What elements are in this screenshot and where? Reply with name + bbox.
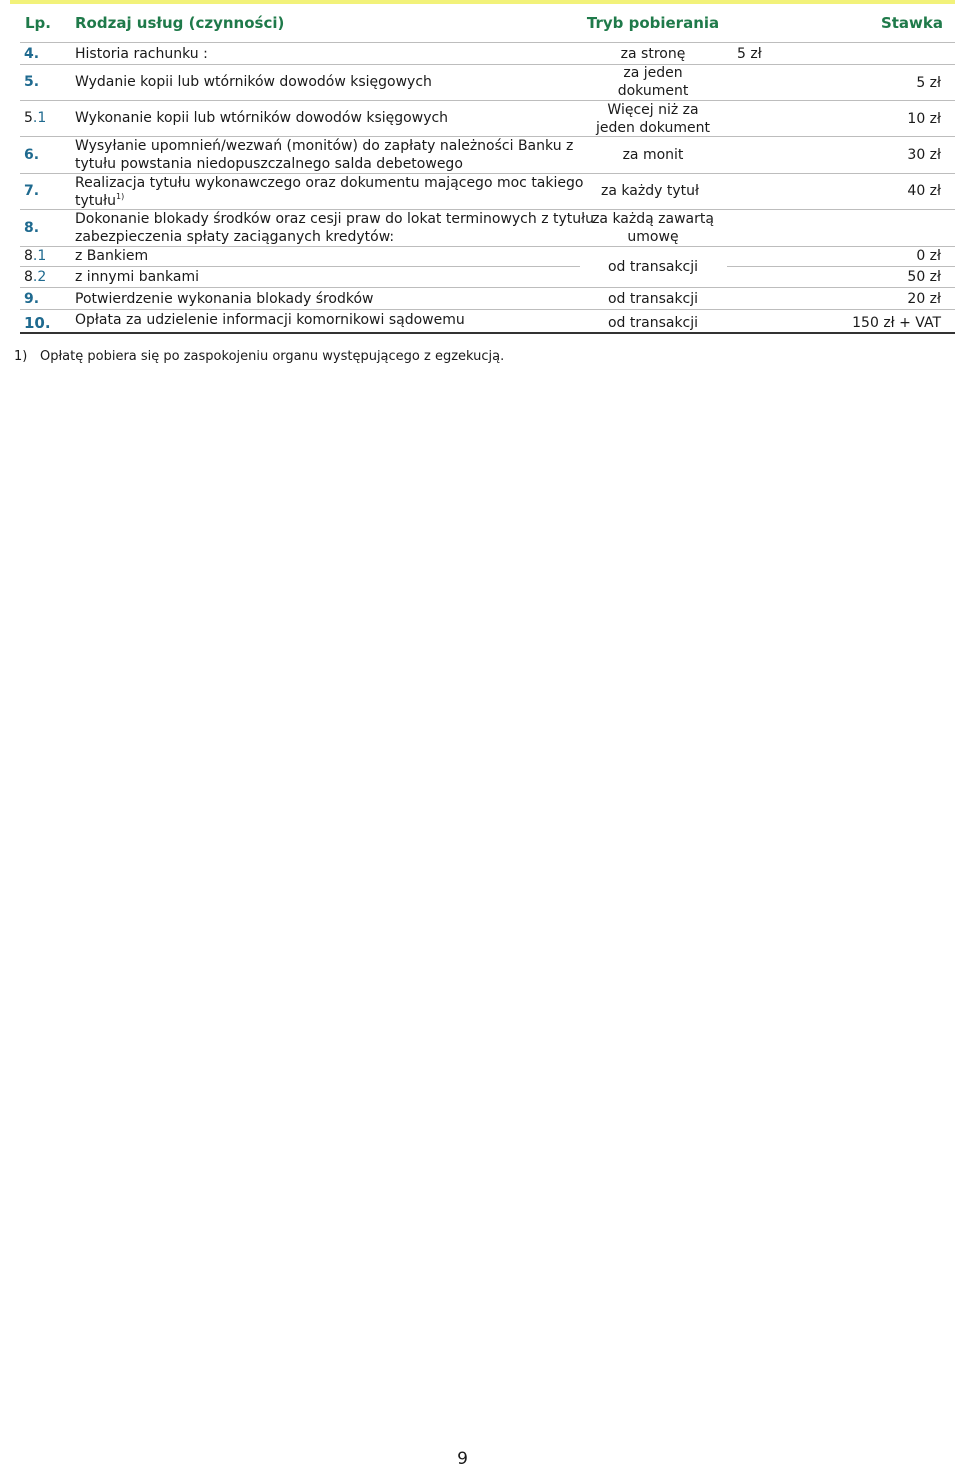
row-6-desc-line2: tytułu powstania niedopuszczalnego salda debetowego — [75, 156, 463, 172]
row-5-lp: 5. — [24, 74, 40, 90]
row-8-1-rate: 0 zł — [916, 248, 941, 264]
row-4-desc: Historia rachunku : — [75, 46, 208, 62]
row-divider-left — [20, 266, 580, 267]
row-8-mode-line1: za każdą zawartą — [592, 211, 714, 227]
row-5-1-lp-sub: .1 — [32, 110, 47, 126]
row-10-lp: 10. — [24, 314, 51, 332]
row-7-desc-line2 — [75, 192, 124, 210]
row-8-2-desc: z innymi bankami — [75, 269, 200, 285]
row-8-lp: 8. — [24, 220, 40, 236]
row-5-1-desc: Wykonanie kopii lub wtórników dowodów księgowych — [75, 110, 449, 126]
row-10-desc: Opłata za udzielenie informacji komornikowi sądowemu — [75, 312, 465, 328]
row-6-rate: 30 zł — [907, 147, 941, 163]
footnote-reference: 1) — [116, 192, 125, 201]
row-5-mode-line2: dokument — [617, 83, 689, 99]
row-5-mode-line1: za jeden — [623, 65, 683, 81]
header-divider — [20, 42, 955, 43]
row-5-1-lp-main: 5 — [24, 110, 33, 126]
row-9-mode: od transakcji — [607, 291, 699, 307]
row-divider — [20, 309, 955, 310]
row-5-1-mode-line1: Więcej niż za — [607, 102, 699, 118]
header-mode: Tryb pobierania — [586, 14, 720, 32]
row-7-mode: za każdy tytuł — [601, 183, 699, 199]
top-rule — [10, 0, 955, 4]
row-4-mode: za stronę — [620, 46, 686, 62]
table-bottom-rule — [20, 332, 955, 334]
footnote-text: Opłatę pobiera się po zaspokojeniu organu występującego z egzekucją. — [40, 349, 505, 364]
row-8-sub-mode: od transakcji — [607, 259, 699, 275]
row-10-rate: 150 zł + VAT — [852, 315, 941, 331]
row-8-2-rate: 50 zł — [907, 269, 941, 285]
row-8-desc-line1: Dokonanie blokady środków oraz cesji praw do lokat terminowych z tytułu — [75, 211, 594, 227]
row-7-desc-line1: Realizacja tytułu wykonawczego oraz dokumentu mającego moc takiego — [75, 175, 584, 191]
row-8-2-lp-sub: .2 — [32, 269, 47, 285]
header-rate: Stawka — [880, 14, 943, 32]
row-4-rate: 5 zł — [737, 46, 762, 62]
footnote-marker: 1) — [14, 349, 28, 364]
header-lp: Lp. — [25, 14, 51, 32]
header-service: Rodzaj usług (czynności) — [75, 14, 285, 32]
page-number: 9 — [457, 1449, 468, 1469]
row-5-1-lp — [24, 109, 46, 127]
row-8-2-lp-main: 8 — [24, 269, 33, 285]
row-5-1-rate: 10 zł — [907, 111, 941, 127]
row-8-mode-line2: umowę — [627, 229, 679, 245]
row-8-1-lp-sub: .1 — [32, 248, 47, 264]
row-8-1-lp — [24, 247, 46, 265]
row-6-desc-line1: Wysyłanie upomnień/wezwań (monitów) do zapłaty należności Banku z — [75, 138, 574, 154]
row-8-1-lp-main: 8 — [24, 248, 33, 264]
row-9-desc: Potwierdzenie wykonania blokady środków — [75, 291, 374, 307]
row-8-2-lp — [24, 268, 46, 286]
row-4-lp: 4. — [24, 46, 40, 62]
row-divider — [20, 64, 955, 65]
row-5-rate: 5 zł — [916, 75, 941, 91]
row-9-rate: 20 zł — [907, 291, 941, 307]
row-7-rate: 40 zł — [907, 183, 941, 199]
row-10-mode: od transakcji — [607, 315, 699, 331]
row-5-desc: Wydanie kopii lub wtórników dowodów księgowych — [75, 74, 432, 90]
row-7-desc-line2-text: tytułu — [75, 193, 116, 209]
row-8-1-desc: z Bankiem — [75, 248, 149, 264]
row-8-desc-line2: zabezpieczenia spłaty zaciąganych kredytów: — [75, 229, 395, 245]
row-divider — [20, 100, 955, 101]
row-divider-right — [727, 266, 955, 267]
row-5-1-mode-line2: jeden dokument — [596, 120, 710, 136]
footnote — [14, 349, 504, 365]
row-6-lp: 6. — [24, 147, 40, 163]
row-divider — [20, 287, 955, 288]
row-7-lp: 7. — [24, 183, 40, 199]
row-6-mode: za monit — [622, 147, 684, 163]
row-9-lp: 9. — [24, 291, 40, 307]
